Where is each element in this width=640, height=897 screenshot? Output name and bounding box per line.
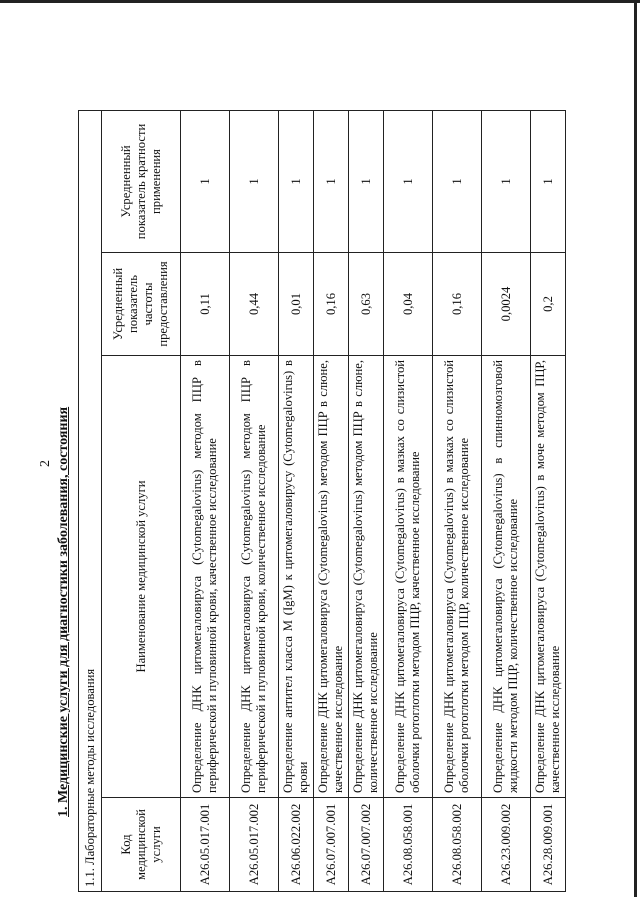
frequency-value: 0,11 (181, 253, 230, 356)
table-row (181, 110, 230, 891)
multiplicity-value: 1 (314, 110, 349, 252)
table-row (314, 110, 349, 891)
table-row (230, 110, 279, 891)
table-row (482, 110, 531, 891)
service-name: Определение ДНК цитомегаловируса (Cytomegalovirus) в мазках со слизистой оболочки ротоглотки методом ПЦР, количественное исследование (433, 356, 482, 798)
multiplicity-value: 1 (181, 110, 230, 252)
service-name: Определение ДНК цитомегаловируса (Cytomegalovirus) методом ПЦР в периферической и пуповинной крови, количественное исследование (230, 356, 279, 798)
frequency-value: 0,16 (433, 253, 482, 356)
service-code: A26.08.058.002 (433, 798, 482, 892)
multiplicity-value: 1 (433, 110, 482, 252)
services-table (78, 110, 566, 892)
table-row (433, 110, 482, 891)
table-row (349, 110, 384, 891)
multiplicity-value: 1 (230, 110, 279, 252)
scan-edge-line (634, 0, 637, 897)
service-name: Определение ДНК цитомегаловируса (Cytomegalovirus) в спинномозговой жидкости методом ПЦР, количественное исследование (482, 356, 531, 798)
service-code: A26.07.007.002 (349, 798, 384, 892)
service-code: A26.23.009.002 (482, 798, 531, 892)
section-title: 1. Медицинские услуги для диагностики заболевания, состояния (56, 406, 71, 817)
header-frequency: Усредненный показатель частоты предоставления (102, 253, 181, 356)
multiplicity-value: 1 (531, 110, 566, 252)
scan-edge-line (0, 0, 640, 3)
table-row (279, 110, 314, 891)
frequency-value: 0,44 (230, 253, 279, 356)
frequency-value: 0,63 (349, 253, 384, 356)
subsection-title: 1.1. Лабораторные методы исследования (79, 110, 102, 891)
service-name: Определение ДНК цитомегаловируса (Cytomegalovirus) в моче методом ПЦР, качественное исследование (531, 356, 566, 798)
service-code: A26.08.058.001 (384, 798, 433, 892)
table-row (531, 110, 566, 891)
service-name: Определение ДНК цитомегаловируса (Cytomegalovirus) в мазках со слизистой оболочки ротоглотки методом ПЦР, качественное исследование (384, 356, 433, 798)
header-code: Код медицинской услуги (102, 798, 181, 892)
service-name: Определение ДНК цитомегаловируса (Cytomegalovirus) методом ПЦР в слюне, качественное исследование (314, 356, 349, 798)
multiplicity-value: 1 (384, 110, 433, 252)
multiplicity-value: 1 (482, 110, 531, 252)
page-number: 2 (38, 460, 53, 467)
service-name: Определение ДНК цитомегаловируса (Cytomegalovirus) методом ПЦР в периферической и пуповинной крови, качественное исследование (181, 356, 230, 798)
table-row (384, 110, 433, 891)
frequency-value: 0,16 (314, 253, 349, 356)
frequency-value: 0,04 (384, 253, 433, 356)
header-multiplicity: Усредненный показатель кратности применения (102, 110, 181, 252)
header-row (102, 110, 181, 891)
multiplicity-value: 1 (279, 110, 314, 252)
frequency-value: 0,2 (531, 253, 566, 356)
frequency-value: 0,0024 (482, 253, 531, 356)
service-code: A26.05.017.001 (181, 798, 230, 892)
service-code: A26.06.022.002 (279, 798, 314, 892)
frequency-value: 0,01 (279, 253, 314, 356)
service-code: A26.05.017.002 (230, 798, 279, 892)
service-name: Определение ДНК цитомегаловируса (Cytomegalovirus) методом ПЦР в слюне, количественное исследование (349, 356, 384, 798)
multiplicity-value: 1 (349, 110, 384, 252)
header-name: Наименование медицинской услуги (102, 356, 181, 798)
service-name: Определение антител класса M (IgM) к цитомегаловирусу (Cytomegalovirus) в крови (279, 356, 314, 798)
service-code: A26.07.007.001 (314, 798, 349, 892)
subsection-row (79, 110, 102, 891)
service-code: A26.28.009.001 (531, 798, 566, 892)
